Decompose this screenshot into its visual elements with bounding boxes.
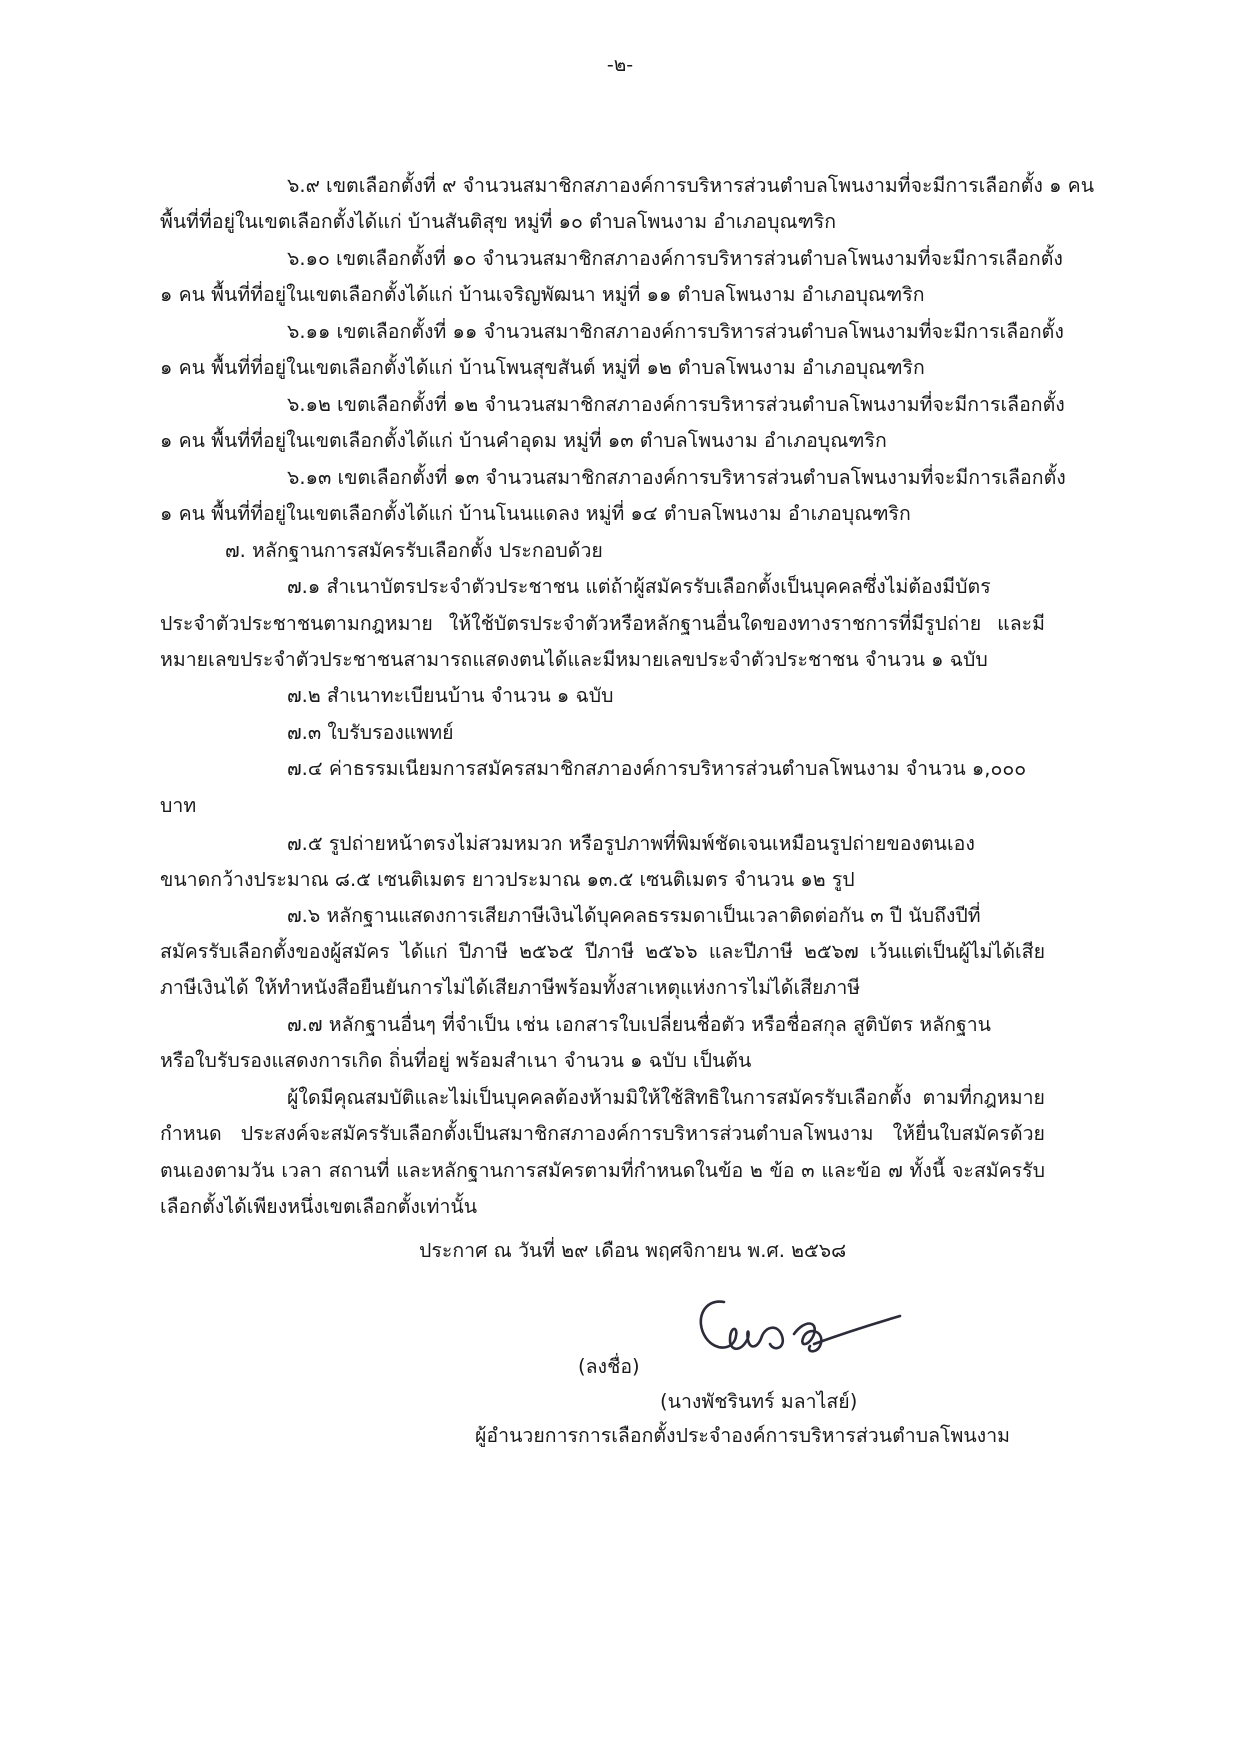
handwritten-signature — [686, 1290, 926, 1380]
item-7-2: ๗.๒ สำเนาทะเบียนบ้าน จำนวน ๑ ฉบับ — [287, 684, 614, 707]
page-number: -๒- — [606, 54, 634, 76]
text-line-6-10-a: ๖.๑๐ เขตเลือกตั้งที่ ๑๐ จำนวนสมาชิกสภาองค์การบริหารส่วนตำบลโพนงามที่จะมีการเลือกตั้ง — [287, 247, 1063, 270]
closing-paragraph-line-3: ตนเองตามวัน เวลา สถานที่ และหลักฐานการสมัครตามที่กำหนดในข้อ ๒ ข้อ ๓ และข้อ ๗ ทั้งนี้ จะสมัครรับ — [160, 1159, 1045, 1182]
text-line-6-9-b: พื้นที่ที่อยู่ในเขตเลือกตั้งได้แก่ บ้านสันติสุข หมู่ที่ ๑๐ ตำบลโพนงาม อำเภอบุณฑริก — [160, 210, 837, 233]
section-7-heading: ๗. หลักฐานการสมัครรับเลือกตั้ง ประกอบด้วย — [225, 539, 603, 562]
text-line-6-12-a: ๖.๑๒ เขตเลือกตั้งที่ ๑๒ จำนวนสมาชิกสภาองค์การบริหารส่วนตำบลโพนงามที่จะมีการเลือกตั้ง — [287, 393, 1065, 416]
item-7-7-line-1: ๗.๗ หลักฐานอื่นๆ ที่จำเป็น เช่น เอกสารใบเปลี่ยนชื่อตัว หรือชื่อสกุล สูติบัตร หลักฐาน — [287, 1013, 991, 1036]
text-line-6-10-b: ๑ คน พื้นที่ที่อยู่ในเขตเลือกตั้งได้แก่ บ้านเจริญพัฒนา หมู่ที่ ๑๑ ตำบลโพนงาม อำเภอบุณฑริก — [160, 283, 925, 306]
item-7-6-line-2: สมัครรับเลือกตั้งของผู้สมัคร ได้แก่ ปีภาษี ๒๕๖๕ ปีภาษี ๒๕๖๖ และปีภาษี ๒๕๖๗ เว้นแต่เป็นผู้ไม่ได้เสีย — [160, 940, 1045, 963]
item-7-1-line-3: หมายเลขประจำตัวประชาชนสามารถแสดงตนได้และมีหมายเลขประจำตัวประชาชน จำนวน ๑ ฉบับ — [160, 648, 988, 671]
item-7-4-line-2: บาท — [160, 794, 197, 817]
text-line-6-13-b: ๑ คน พื้นที่ที่อยู่ในเขตเลือกตั้งได้แก่ บ้านโนนแดลง หมู่ที่ ๑๔ ตำบลโพนงาม อำเภอบุณฑริก — [160, 502, 911, 525]
text-line-6-12-b: ๑ คน พื้นที่ที่อยู่ในเขตเลือกตั้งได้แก่ บ้านคำอุดม หมู่ที่ ๑๓ ตำบลโพนงาม อำเภอบุณฑริก — [160, 429, 887, 452]
closing-paragraph-line-4: เลือกตั้งได้เพียงหนึ่งเขตเลือกตั้งเท่านั้น — [160, 1195, 478, 1218]
item-7-7-line-2: หรือใบรับรองแสดงการเกิด ถิ่นที่อยู่ พร้อมสำเนา จำนวน ๑ ฉบับ เป็นต้น — [160, 1049, 752, 1072]
announcement-date: ประกาศ ณ วันที่ ๒๙ เดือน พฤศจิกายน พ.ศ. ๒๕๖๘ — [419, 1239, 847, 1262]
text-line-6-13-a: ๖.๑๓ เขตเลือกตั้งที่ ๑๓ จำนวนสมาชิกสภาองค์การบริหารส่วนตำบลโพนงามที่จะมีการเลือกตั้ง — [287, 466, 1066, 489]
item-7-6-line-3: ภาษีเงินได้ ให้ทำหนังสือยืนยันการไม่ได้เสียภาษีพร้อมทั้งสาเหตุแห่งการไม่ได้เสียภาษี — [160, 976, 861, 999]
signatory-name: (นางพัชรินทร์ มลาไสย์) — [660, 1390, 858, 1413]
item-7-1-line-2: ประจำตัวประชาชนตามกฎหมาย ให้ใช้บัตรประจำตัวหรือหลักฐานอื่นใดของทางราชการที่มีรูปถ่าย และมี — [160, 612, 1045, 635]
item-7-3: ๗.๓ ใบรับรองแพทย์ — [287, 721, 454, 744]
closing-paragraph-line-2: กำหนด ประสงค์จะสมัครรับเลือกตั้งเป็นสมาชิกสภาองค์การบริหารส่วนตำบลโพนงาม ให้ยื่นใบสมัครด้วย — [160, 1122, 1045, 1145]
signatory-position: ผู้อำนวยการการเลือกตั้งประจำองค์การบริหารส่วนตำบลโพนงาม — [475, 1424, 1011, 1447]
closing-paragraph-line-1: ผู้ใดมีคุณสมบัติและไม่เป็นบุคคลต้องห้ามมิให้ใช้สิทธิในการสมัครรับเลือกตั้ง ตามที่กฎหมาย — [287, 1086, 1045, 1109]
item-7-5-line-2: ขนาดกว้างประมาณ ๘.๕ เซนติเมตร ยาวประมาณ ๑๓.๕ เซนติเมตร จำนวน ๑๒ รูป — [160, 868, 855, 891]
item-7-6-line-1: ๗.๖ หลักฐานแสดงการเสียภาษีเงินได้บุคคลธรรมดาเป็นเวลาติดต่อกัน ๓ ปี นับถึงปีที่ — [287, 904, 981, 927]
sign-label: (ลงชื่อ) — [578, 1355, 640, 1378]
item-7-4-line-1: ๗.๔ ค่าธรรมเนียมการสมัครสมาชิกสภาองค์การบริหารส่วนตำบลโพนงาม จำนวน ๑,๐๐๐ — [287, 757, 1027, 780]
item-7-1-line-1: ๗.๑ สำเนาบัตรประจำตัวประชาชน แต่ถ้าผู้สมัครรับเลือกตั้งเป็นบุคคลซึ่งไม่ต้องมีบัตร — [287, 575, 991, 598]
text-line-6-9-a: ๖.๙ เขตเลือกตั้งที่ ๙ จำนวนสมาชิกสภาองค์การบริหารส่วนตำบลโพนงามที่จะมีการเลือกตั้ง ๑ คน — [287, 174, 1095, 197]
item-7-5-line-1: ๗.๕ รูปถ่ายหน้าตรงไม่สวมหมวก หรือรูปภาพที่พิมพ์ชัดเจนเหมือนรูปถ่ายของตนเอง — [287, 832, 975, 855]
text-line-6-11-a: ๖.๑๑ เขตเลือกตั้งที่ ๑๑ จำนวนสมาชิกสภาองค์การบริหารส่วนตำบลโพนงามที่จะมีการเลือกตั้ง — [287, 320, 1064, 343]
text-line-6-11-b: ๑ คน พื้นที่ที่อยู่ในเขตเลือกตั้งได้แก่ บ้านโพนสุขสันต์ หมู่ที่ ๑๒ ตำบลโพนงาม อำเภอบุณฑริก — [160, 356, 925, 379]
